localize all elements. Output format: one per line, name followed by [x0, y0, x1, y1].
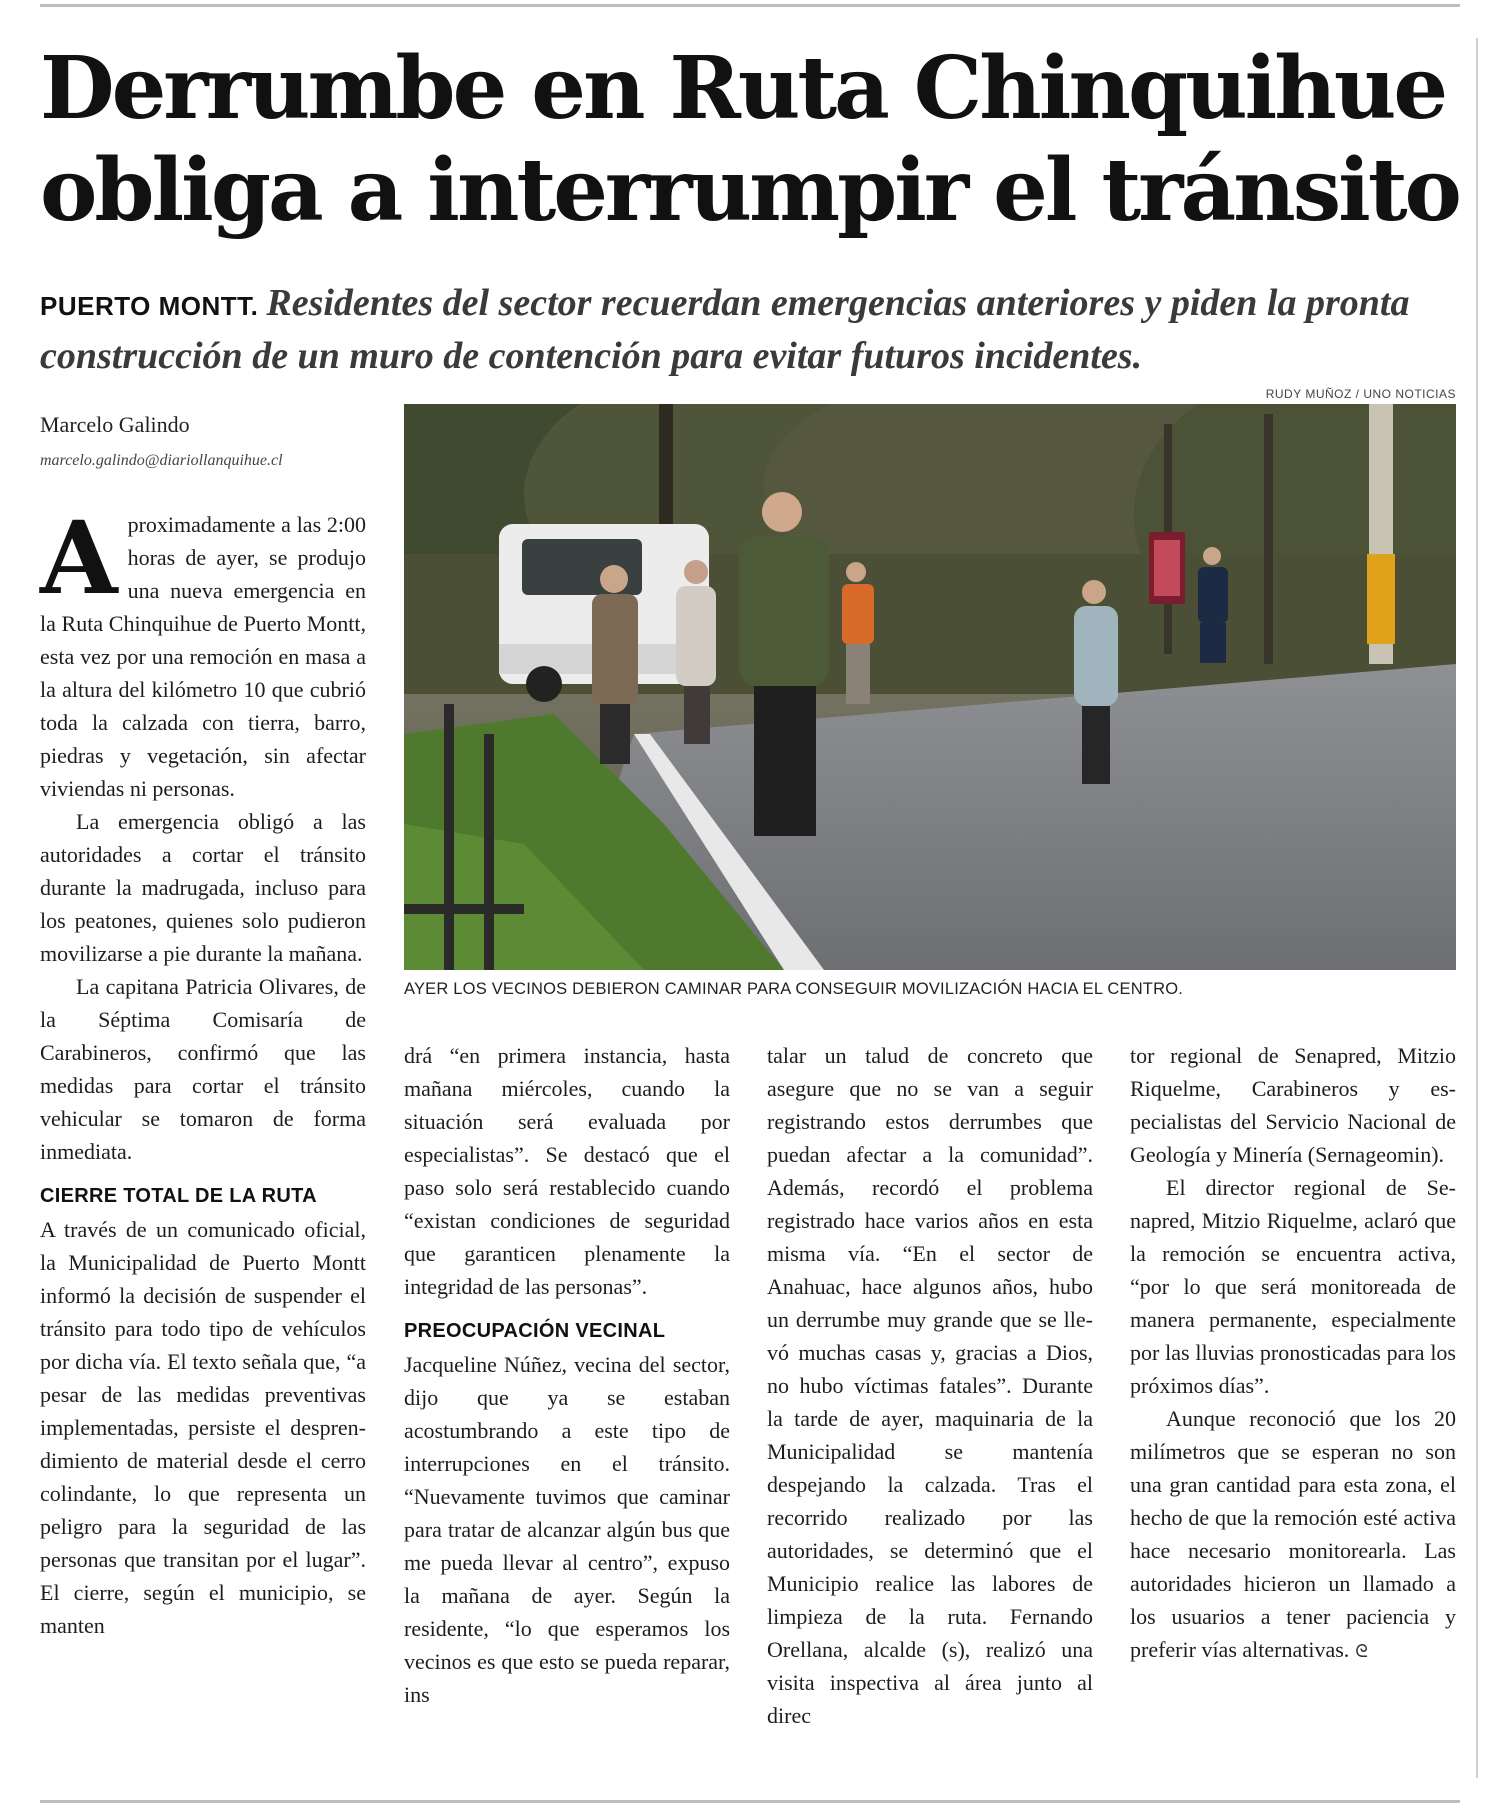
- subhead-cierre: CIERRE TOTAL DE LA RUTA: [40, 1185, 317, 1207]
- end-mark-icon: ᘓ: [1355, 1641, 1368, 1662]
- paragraph: talar un talud de concreto que asegure que no se van a seguir registrando estos derrumbes que puedan afectar a la comunidad”. Además, recordó el problema registrado hace varios años en esta misma vía. “En el sector de Anahuac, hace algunos años, hubo un derrumbe muy grande que se llevó muchas casas y, gracias a Dios, no hubo víctimas fatales”. Durante la tarde de ayer, maquinaria de la Municipalidad se mantenía despejando la calzada. Tras el recorrido realizado por las autoridades, se determinó que el Municipio realice las labores de limpieza de la ruta. Fernando Orellana, alcalde (s), realizó una visita inspectiva al área junto al direc: [767, 1043, 1093, 1728]
- paragraph: El director regional de Senapred, Mitzio Riquelme, aclaró que la remoción se encuentra activa, “por lo que será monitoreada de manera permanente, especialmente por las lluvias pronosticadas para los próximos días”.: [1130, 1175, 1456, 1398]
- paragraph-text: Aunque reconoció que los 20 milímetros que se esperan no son una gran cantidad para esta zona, el hecho de que la remoción esté activa hace necesario monitorearla. Las autoridades hicieron un llamado a los usuarios a tener paciencia y preferir vías alternativas.: [1130, 1406, 1456, 1662]
- photo-credit: RUDY MUÑOZ / UNO NOTICIAS: [1265, 387, 1456, 401]
- paragraph: Jacqueline Núñez, vecina del sector, dijo que ya se estaban acostumbrando a este tipo de interrupciones en el tránsito. “Nuevamente tuvimos que caminar para tratar de alcanzar algún bus que me pueda llevar al centro”, expuso la mañana de ayer. Según la residente, “lo que esperamos los vecinos es que esto se pueda reparar, ins: [404, 1352, 730, 1707]
- headline: [40, 38, 1480, 242]
- deck-text: Residentes del sector recuerdan emergencias anteriores y piden la pronta construcción de un muro de contención para evitar futuros incidentes.: [40, 282, 1410, 377]
- paragraph-text: proximadamente a las 2:00 horas de ayer, se produjo una nueva emergencia en la Ruta Chinquihue de Puerto Montt, esta vez por una remoción en masa a la altura del kilómetro 10 que cubrió toda la calzada con tierra, barro, piedras y vegetación, sin afectar viviendas ni personas.: [40, 512, 366, 801]
- headline-line-1: Derrumbe en Ruta Chinquihue: [40, 38, 1446, 139]
- paragraph: [1130, 1402, 1456, 1668]
- paragraph: [40, 499, 366, 805]
- bottom-rule: [40, 1800, 1460, 1803]
- photo-illustration: [404, 404, 1456, 970]
- subhead-preocupacion: PREOCUPACIÓN VECINAL: [404, 1320, 666, 1342]
- headline-line-2: obliga a interrumpir el tránsito: [40, 140, 1459, 241]
- paragraph: La emergencia obligó a las autoridades a cortar el tránsito durante la madrugada, incluso para los peatones, quienes solo pudieron movilizarse a pie durante la mañana.: [40, 809, 366, 966]
- top-rule: [40, 4, 1460, 7]
- paragraph: drá “en primera instancia, hasta mañana miércoles, cuando la situación será evaluada por especialistas”. Se destacó que el paso solo será restablecido cuando “existan condiciones de seguridad que garanticen plenamente la integridad de las personas”.: [404, 1043, 730, 1299]
- column-divider: [1476, 38, 1478, 1778]
- byline: [40, 412, 380, 470]
- author-email[interactable]: marcelo.galindo@diariollanquihue.cl: [40, 452, 283, 469]
- text-column-3: [767, 1039, 1093, 1732]
- photo-caption: AYER LOS VECINOS DEBIERON CAMINAR PARA CONSEGUIR MOVILIZACIÓN HACIA EL CENTRO.: [404, 980, 1184, 998]
- kicker: PUERTO MONTT.: [40, 291, 259, 321]
- paragraph: La capitana Patricia Olivares, de la Séptima Comisaría de Carabineros, confirmó que las medidas para cortar el tránsito vehicular se tomaron de forma inmediata.: [40, 974, 366, 1164]
- deck: [40, 278, 1460, 381]
- drop-cap: A: [40, 499, 118, 617]
- news-photo: [404, 404, 1456, 970]
- text-column-2: [404, 1039, 730, 1711]
- paragraph: tor regional de Senapred, Mitzio Riquelme, Carabineros y especialistas del Servicio Nacional de Geología y Minería (Sernageomin).: [1130, 1043, 1456, 1167]
- text-column-4: [1130, 1039, 1456, 1668]
- paragraph: A través de un comunicado oficial, la Municipalidad de Puerto Montt informó la decisión de suspender el tránsito para todo tipo de vehículos por dicha vía. El texto señala que, “a pesar de las medidas preventivas implementadas, persiste el desprendimiento de material desde el cerro colindante, lo que representa un peligro para la seguridad de las personas que transitan por el lugar”. El cierre, según el municipio, se manten: [40, 1217, 366, 1638]
- author-name: Marcelo Galindo: [40, 412, 190, 437]
- text-column-1: [40, 499, 366, 1642]
